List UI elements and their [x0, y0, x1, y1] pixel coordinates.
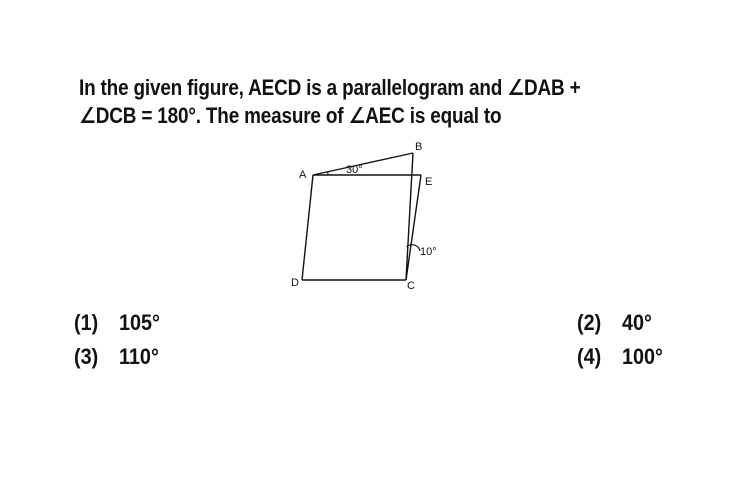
- option-3-value: 110°: [119, 344, 159, 369]
- angle-arc-BCE: [407, 245, 420, 251]
- label-A: A: [299, 169, 307, 181]
- question-line-2: ∠DCB = 180°. The measure of ∠AEC is equal to: [79, 103, 502, 128]
- option-2-number: (2): [577, 310, 602, 335]
- label-E: E: [425, 176, 433, 188]
- option-3[interactable]: [74, 344, 159, 370]
- option-3-number: (3): [74, 344, 99, 369]
- segment-AB: [313, 153, 413, 175]
- label-angle-30: 30°: [346, 164, 363, 176]
- option-4[interactable]: [577, 344, 663, 370]
- option-2-value: 40°: [622, 310, 652, 335]
- parallelogram-figure: [280, 135, 460, 295]
- label-D: D: [291, 277, 299, 289]
- question-text: [79, 74, 612, 130]
- segment-BC: [406, 153, 413, 280]
- figure-svg: [280, 135, 460, 295]
- option-4-number: (4): [577, 344, 602, 369]
- option-1-value: 105°: [119, 310, 160, 335]
- option-2[interactable]: [577, 310, 652, 336]
- label-B: B: [415, 141, 423, 153]
- option-1-number: (1): [74, 310, 99, 335]
- segment-AD: [302, 175, 313, 280]
- question-line-1: In the given figure, AECD is a parallelogram and ∠DAB +: [79, 75, 581, 100]
- option-4-value: 100°: [622, 344, 663, 369]
- label-C: C: [407, 280, 415, 292]
- option-1[interactable]: [74, 310, 160, 336]
- label-angle-10: 10°: [420, 246, 437, 258]
